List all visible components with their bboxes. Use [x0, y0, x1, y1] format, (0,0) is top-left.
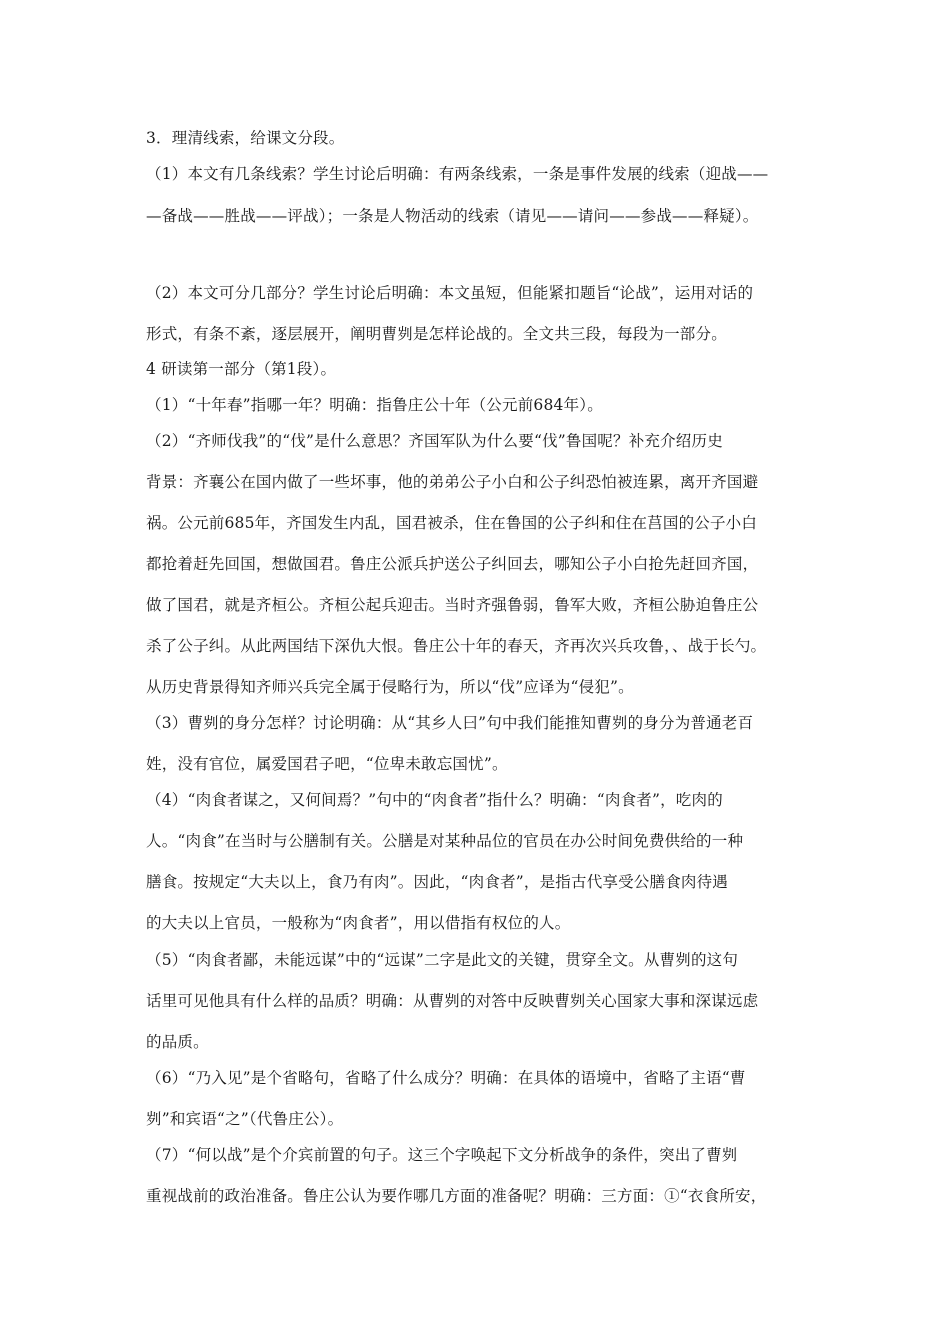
text-line: 杀了公子纠。从此两国结下深仇大恨。鲁庄公十年的春天，齐再次兴兵攻鲁，、战于长勺。 — [146, 637, 767, 655]
text-line: 的品质。 — [146, 1033, 209, 1051]
text-line: 形式，有条不紊，逐层展开，阐明曹刿是怎样论战的。全文共三段，每段为一部分。 — [146, 325, 727, 343]
text-line: （1）“十年春”指哪一年？明确：指鲁庄公十年（公元前684年）。 — [146, 396, 603, 414]
text-line: 膳食。按规定“大夫以上，食乃有肉”。因此，“肉食者”，是指古代享受公膳食肉待遇 — [146, 873, 728, 891]
text-line: 人。“肉食”在当时与公膳制有关。公膳是对某种品位的官员在办公时间免费供给的一种 — [146, 832, 744, 850]
text-line: 刿”和宾语“之”（代鲁庄公）。 — [146, 1110, 344, 1128]
text-line: 从历史背景得知齐师兴兵完全属于侵略行为，所以“伐”应译为“侵犯”。 — [146, 678, 634, 696]
text-line: 背景：齐襄公在国内做了一些坏事，他的弟弟公子小白和公子纠恐怕被连累，离开齐国避 — [146, 473, 759, 491]
text-line: 的大夫以上官员，一般称为“肉食者”，用以借指有权位的人。 — [146, 914, 571, 932]
text-line: 姓，没有官位，属爱国君子吧，“位卑未敢忘国忧”。 — [146, 755, 508, 773]
text-line: （3）曹刿的身分怎样？讨论明确：从“其乡人曰”句中我们能推知曹刿的身分为普通老百 — [146, 714, 754, 732]
text-line: （2）本文可分几部分？学生讨论后明确：本文虽短，但能紧扣题旨“论战”，运用对话的 — [146, 284, 754, 302]
text-line: （2）“齐师伐我”的“伐”是什么意思？齐国军队为什么要“伐”鲁国呢？补充介绍历史 — [146, 432, 723, 450]
text-line: 3．理清线索，给课文分段。 — [146, 129, 345, 147]
text-line: （5）“肉食者鄙，未能远谋”中的“远谋”二字是此文的关键，贯穿全文。从曹刿的这句 — [146, 951, 739, 969]
text-line: （1）本文有几条线索？学生讨论后明确：有两条线索，一条是事件发展的线索（迎战—— — [146, 165, 769, 183]
text-line: 4 研读第一部分（第1段）。 — [146, 360, 337, 378]
text-line: （7）“何以战”是个介宾前置的句子。这三个字唤起下文分析战争的条件，突出了曹刿 — [146, 1146, 738, 1164]
text-line: （4）“肉食者谋之，又何间焉？”句中的“肉食者”指什么？明确：“肉食者”，吃肉的 — [146, 791, 723, 809]
text-line: （6）“乃入见”是个省略句，省略了什么成分？明确：在具体的语境中，省略了主语“曹 — [146, 1069, 746, 1087]
text-line: 都抢着赶先回国，想做国君。鲁庄公派兵护送公子纠回去，哪知公子小白抢先赶回齐国， — [146, 555, 759, 573]
text-line: 祸。公元前685年，齐国发生内乱，国君被杀，住在鲁国的公子纠和住在莒国的公子小白 — [146, 514, 758, 532]
text-line: —备战——胜战——评战）；一条是人物活动的线索（请见——请问——参战——释疑）。 — [146, 207, 759, 225]
text-line: 重视战前的政治准备。鲁庄公认为要作哪几方面的准备呢？明确：三方面：①“衣食所安， — [146, 1187, 767, 1205]
text-line: 做了国君，就是齐桓公。齐桓公起兵迎击。当时齐强鲁弱，鲁军大败，齐桓公胁迫鲁庄公 — [146, 596, 759, 614]
text-line: 话里可见他具有什么样的品质？明确：从曹刿的对答中反映曹刿关心国家大事和深谋远虑 — [146, 992, 759, 1010]
